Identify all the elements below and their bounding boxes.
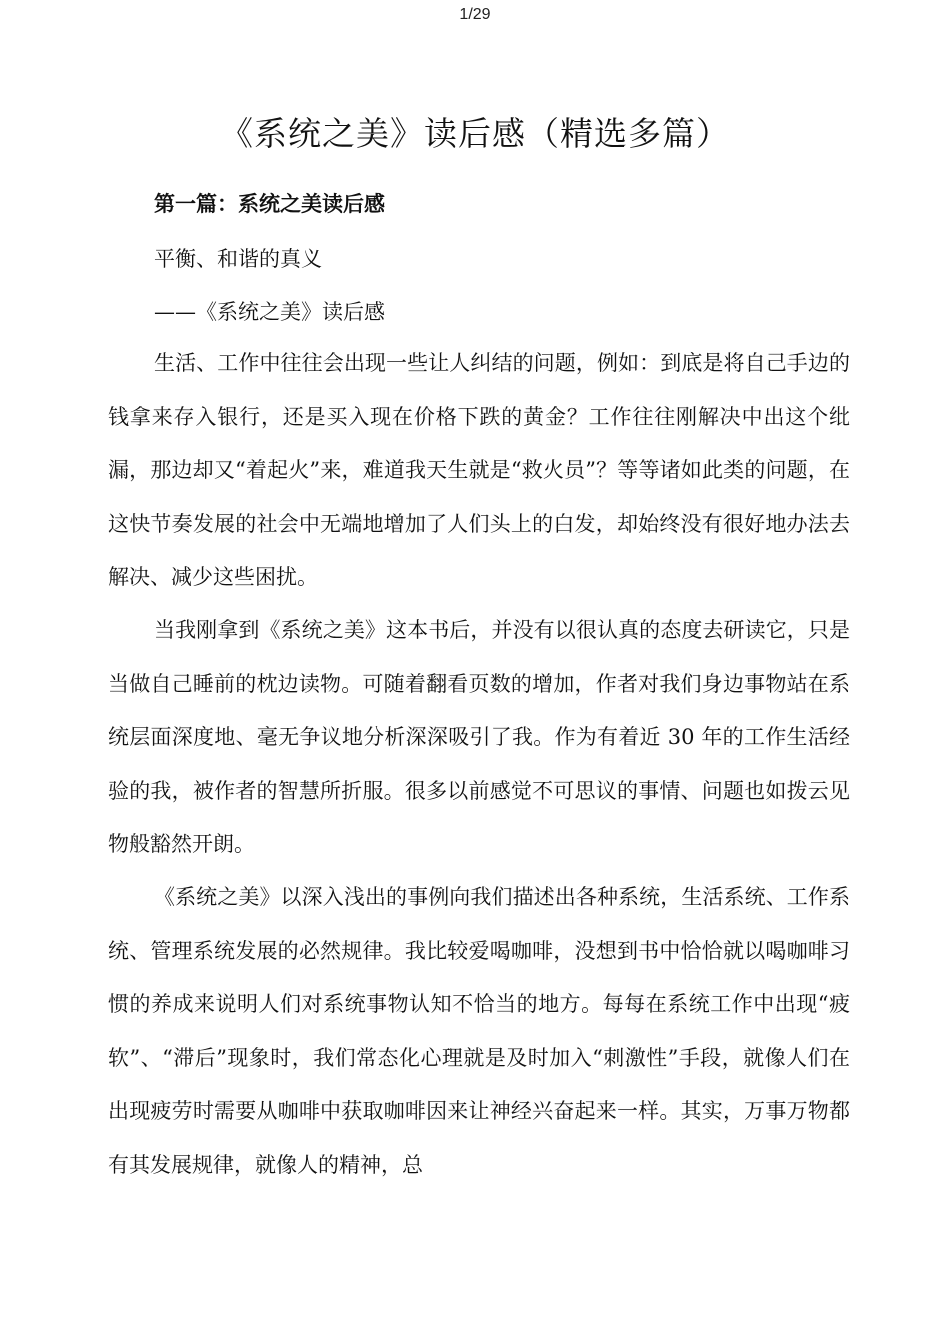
- document-title: 《系统之美》读后感（精选多篇）: [220, 114, 730, 153]
- body-paragraph: 当我刚拿到《系统之美》这本书后，并没有以很认真的态度去研读它，只是当做自己睡前的枕边读物。可随着翻看页数的增加，作者对我们身边事物站在系统层面深度地、毫无争议地分析深深吸引了我。作为有着近 30 年的工作生活经验的我，被作者的智慧所折服。很多以前感觉不可思议的事情、问题也如拨云见物般豁然开朗。: [108, 618, 850, 856]
- essay-subtitle: 平衡、和谐的真义: [154, 247, 322, 271]
- page-number: 1/29: [459, 6, 491, 23]
- essay-byline: ——《系统之美》读后感: [154, 300, 385, 324]
- section-heading: 第一篇：系统之美读后感: [154, 192, 385, 216]
- body-paragraph: 生活、工作中往往会出现一些让人纠结的问题，例如：到底是将自己手边的钱拿来存入银行，还是买入现在价格下跌的黄金？工作往往刚解决中出这个纰漏，那边却又“着起火”来，难道我天生就是“救火员”？等等诸如此类的问题，在这快节奏发展的社会中无端地增加了人们头上的白发，却始终没有很好地办法去解决、减少这些困扰。: [108, 351, 850, 589]
- body-paragraph: 《系统之美》以深入浅出的事例向我们描述出各种系统，生活系统、工作系统、管理系统发展的必然规律。我比较爱喝咖啡，没想到书中恰恰就以喝咖啡习惯的养成来说明人们对系统事物认知不恰当的地方。每每在系统工作中出现“疲软”、“滞后”现象时，我们常态化心理就是及时加入“刺激性”手段，就像人们在出现疲劳时需要从咖啡中获取咖啡因来让神经兴奋起来一样。其实，万事万物都有其发展规律，就像人的精神，总: [108, 885, 850, 1177]
